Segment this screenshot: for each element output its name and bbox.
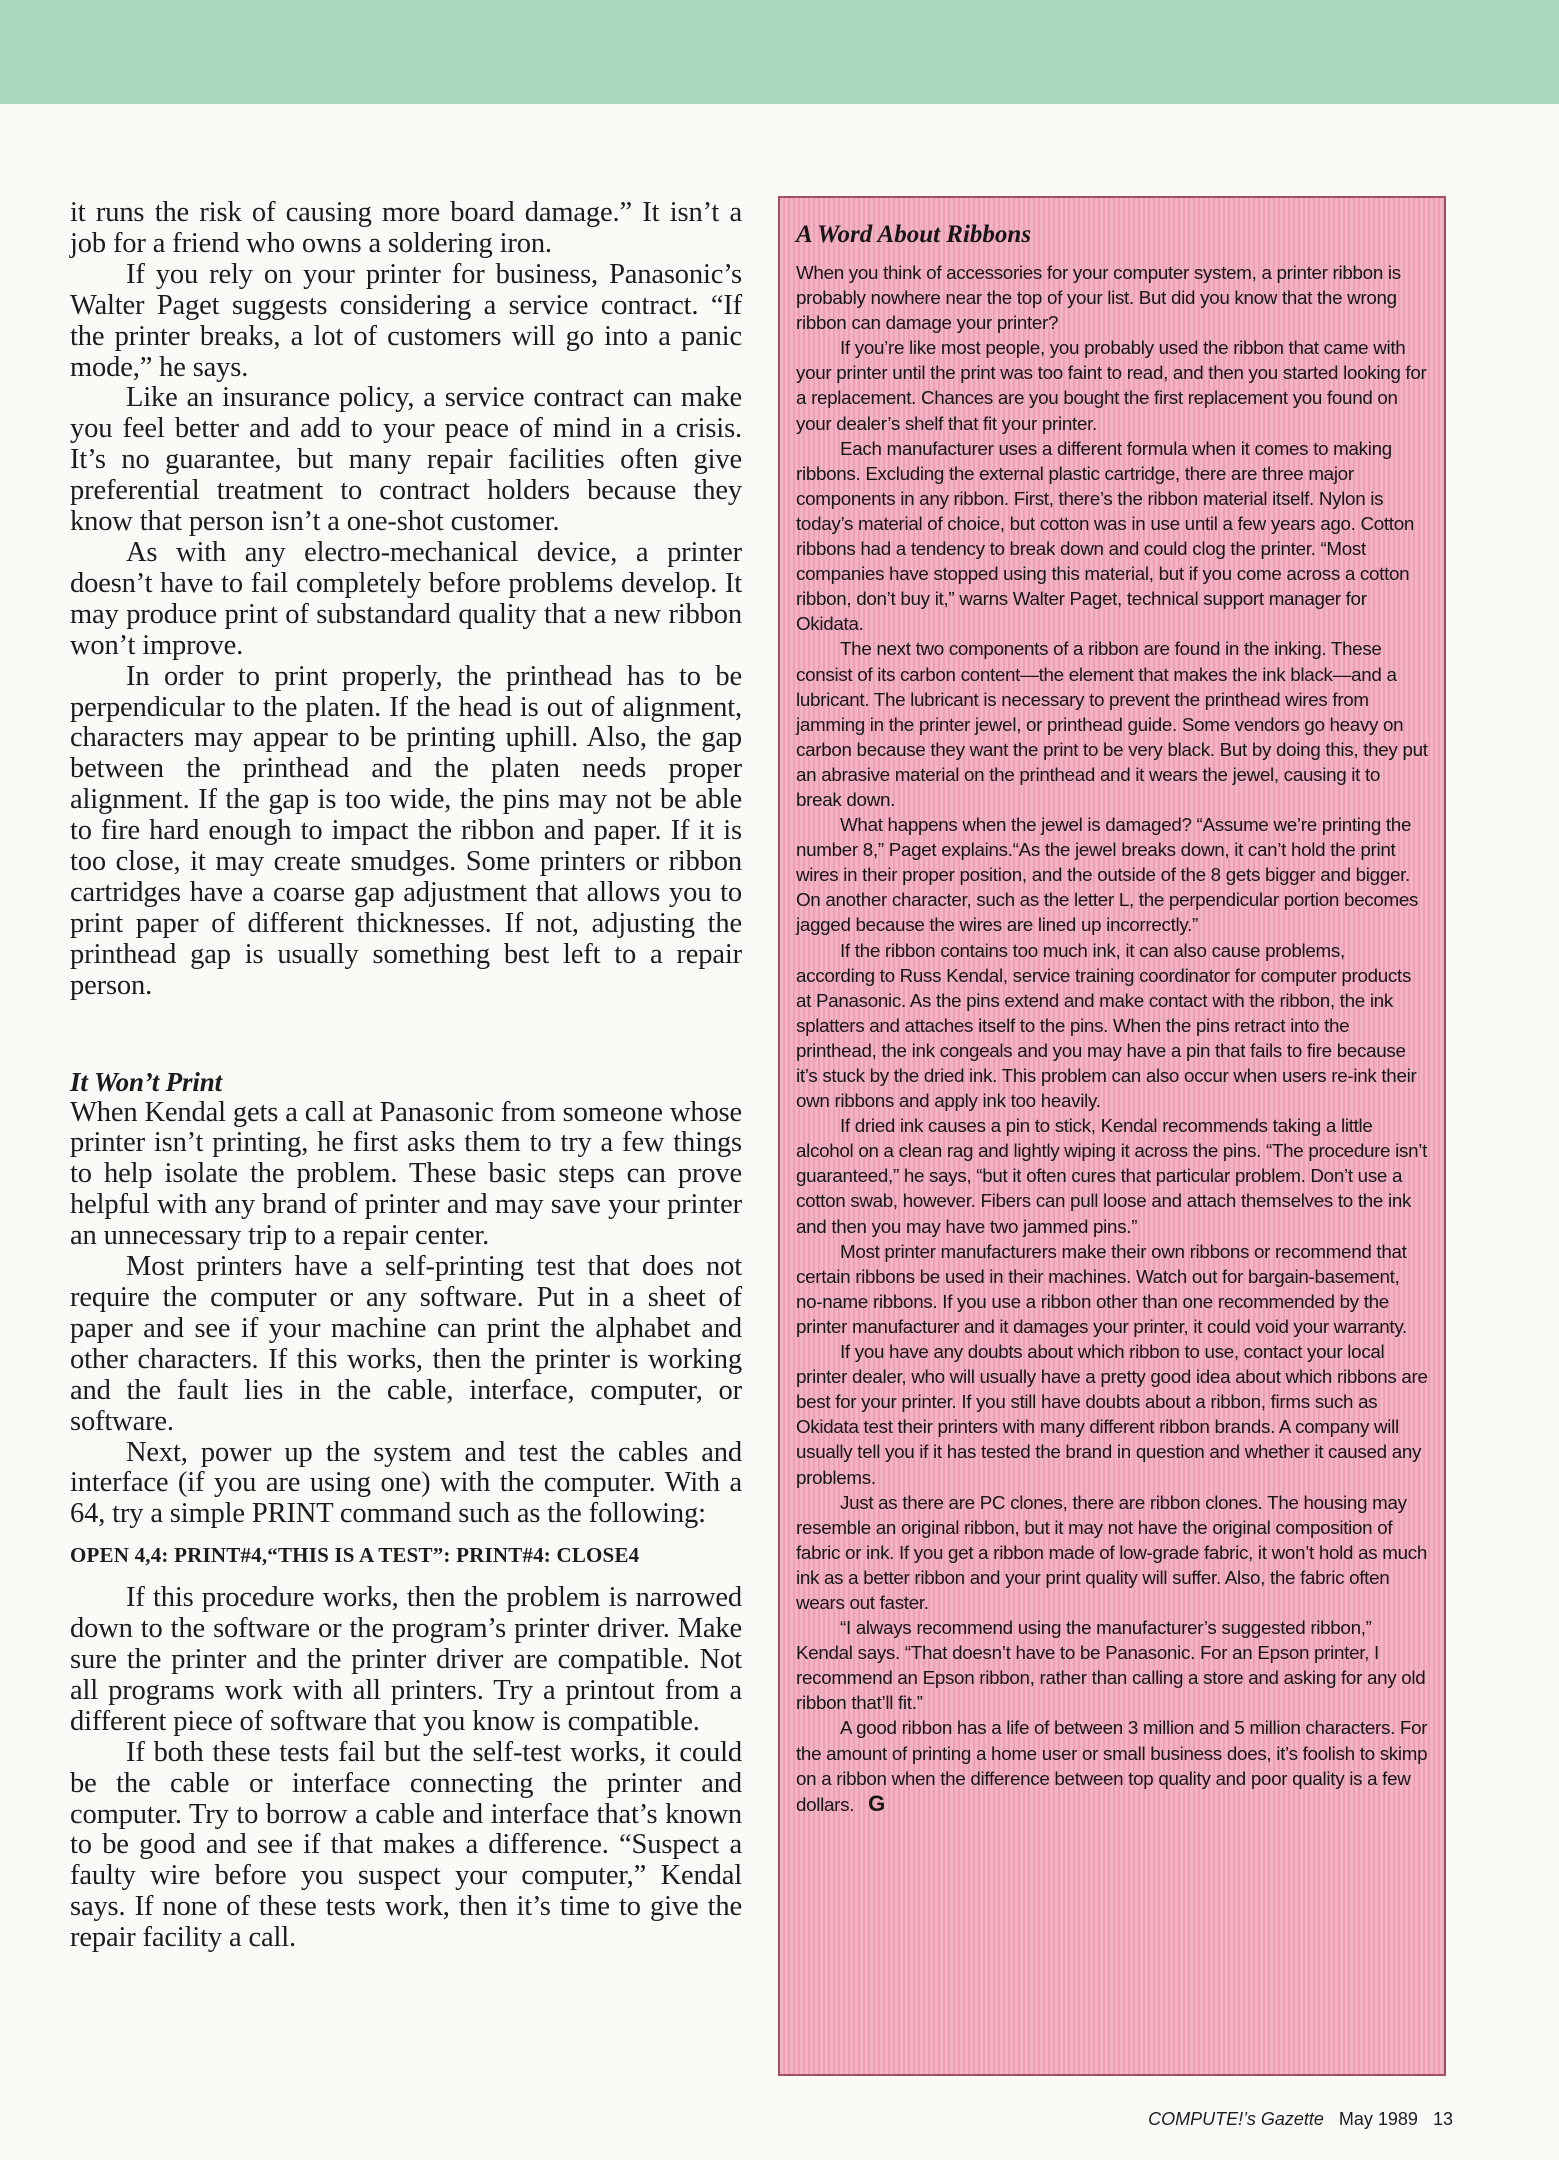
issue-date: May 1989 — [1338, 2109, 1418, 2129]
article-paragraph: Most printers have a self-printing test that does not require the computer or any software. Put in a sheet of paper and see if your machine can print the alphabet and other characters. If this works, then the printer is working and the fault lies in the cable, interface, computer, or software. — [70, 1251, 742, 1437]
section-heading: It Won’t Print — [70, 1066, 222, 1097]
article-paragraph: If you rely on your printer for business, Panasonic’s Walter Paget suggests considering a service contract. “If the printer breaks, a lot of customers will go into a panic mode,” he says. — [70, 258, 742, 383]
sidebar-paragraph: The next two components of a ribbon are found in the inking. These consist of its carbon content—the element that makes the ink black—and a lubricant. The lubricant is necessary to prevent the printhead wires from jamming in the printer jewel, or printhead guide. Some vendors go heavy on carbon because they want the print to be very black. But by doing this, they put an abrasive material on the printhead and it wears the jewel, causing it to break down. — [796, 638, 1428, 810]
ribbons-sidebar — [778, 196, 1446, 2076]
end-mark-icon: G — [868, 1790, 885, 1816]
sidebar-paragraph: “I always recommend using the manufacturer’s suggested ribbon,” Kendal says. “That doesn’t have to be Panasonic. For an Epson printer, I recommend an Epson ribbon, rather than calling a store and asking for any old ribbon that’ll fit.” — [796, 1617, 1426, 1714]
sidebar-paragraph: Each manufacturer uses a different formula when it comes to making ribbons. Excluding the external plastic cartridge, there are three major components in any ribbon. First, there’s the ribbon material itself. Nylon is today’s material of choice, but cotton was in use until a few years ago. Cotton ribbons had a tendency to break down and could clog the printer. “Most companies have stopped using this material, but if you come across a cotton ribbon, don’t buy it,” warns Walter Paget, technical support manager for Okidata. — [796, 437, 1414, 635]
sidebar-paragraph: When you think of accessories for your computer system, a printer ribbon is probably nowhere near the top of your list. But did you know that the wrong ribbon can damage your printer? — [796, 262, 1401, 334]
article-column — [70, 198, 742, 1954]
sidebar-paragraph: If dried ink causes a pin to stick, Kendal recommends taking a little alcohol on a clean rag and lightly wiping it across the pins. “The procedure isn’t guaranteed,” he says, “but it often cures that particular problem. Don’t use a cotton swab, however. Fibers can pull loose and attach themselves to the ink and then you may have two jammed pins.” — [796, 1115, 1428, 1237]
sidebar-paragraph: If you have any doubts about which ribbon to use, contact your local printer dealer, who will usually have a pretty good idea about which ribbons are best for your printer. If you still have doubts about a ribbon, firms such as Okidata test their printers with many different ribbon brands. A company will usually tell you if it has tested the brand in question and whether it caused any problems. — [796, 1341, 1428, 1488]
sidebar-last-paragraph — [796, 1715, 1428, 1816]
article-paragraph: it runs the risk of causing more board damage.” It isn’t a job for a friend who owns a soldering iron. — [70, 197, 742, 259]
page-number: 13 — [1432, 2109, 1453, 2129]
top-color-band — [0, 0, 1559, 104]
sidebar-paragraph: A good ribbon has a life of between 3 million and 5 million characters. For the amount of printing a home user or small business does, it’s foolish to skimp on a ribbon when the difference between top quality and poor quality is a few dollars. — [796, 1717, 1428, 1815]
sidebar-paragraph: If you’re like most people, you probably used the ribbon that came with your printer until the print was too faint to read, and then you started looking for a replacement. Chances are you bought the first replacement you found on your dealer’s shelf that fit your printer. — [796, 337, 1427, 434]
sidebar-body — [796, 260, 1428, 1817]
article-paragraph: Next, power up the system and test the cables and interface (if you are using one) with the computer. With a 64, try a simple PRINT command such as the following: — [70, 1436, 742, 1530]
article-paragraph: Like an insurance policy, a service contract can make you feel better and add to your peace of mind in a crisis. It’s no guarantee, but many repair facilities often give preferential treatment to contract holders because they know that person isn’t a one-shot customer. — [70, 382, 742, 538]
article-paragraph: As with any electro-mechanical device, a printer doesn’t have to fail completely before problems develop. It may produce print of substandard quality that a new ribbon won’t improve. — [70, 536, 742, 661]
article-paragraph: If this procedure works, then the problem is narrowed down to the software or the program’s printer driver. Make sure the printer and the printer driver are compatible. Not all programs work with all printers. Try a printout from a different piece of software that you know is compatible. — [70, 1582, 742, 1737]
sidebar-paragraph: What happens when the jewel is damaged? “Assume we’re printing the number 8,” Paget explains.“As the jewel breaks down, it can’t hold the print wires in their proper position, and the outside of the 8 gets bigger and bigger. On another character, such as the letter L, the perpendicular portion becomes jagged because the wires are lined up incorrectly.” — [796, 814, 1419, 936]
page-footer — [1000, 2109, 1453, 2130]
sidebar-paragraph: Most printer manufacturers make their own ribbons or recommend that certain ribbons be used in their machines. Watch out for bargain-basement, no-name ribbons. If you use a ribbon other than one recommended by the printer manufacturer and it damages your printer, it could void your warranty. — [796, 1240, 1407, 1337]
code-listing: OPEN 4,4: PRINT#4,“THIS IS A TEST”: PRINT#4: CLOSE4 — [70, 1543, 640, 1568]
sidebar-paragraph: Just as there are PC clones, there are ribbon clones. The housing may resemble an original ribbon, but it may not have the original composition of fabric or ink. If you get a ribbon made of low-grade fabric, it won’t hold as much ink as a better ribbon and your print quality will suffer. Also, the fabric often wears out faster. — [796, 1491, 1427, 1613]
article-paragraph: In order to print properly, the printhead has to be perpendicular to the platen. If the head is out of alignment, characters may appear to be printing uphill. Also, the gap between the printhead and the platen needs proper alignment. If the gap is too wide, the pins may not be able to fire hard enough to impact the ribbon and paper. If it is too close, it may create smudges. Some printers or ribbon cartridges have a coarse gap adjustment that allows you to print paper of different thicknesses. If not, adjusting the printhead gap is usually something best left to a repair person. — [70, 660, 742, 1001]
publication-name: COMPUTE!’s Gazette — [1148, 2109, 1324, 2129]
sidebar-paragraph: If the ribbon contains too much ink, it can also cause problems, according to Russ Kendal, service training coordinator for computer products at Panasonic. As the pins extend and make contact with the ribbon, the ink splatters and attaches itself to the pins. When the pins retract into the printhead, the ink congeals and you may have a pin that fails to fire because it’s stuck by the dried ink. This problem can also occur when users re-ink their own ribbons and apply ink too heavily. — [796, 939, 1417, 1112]
article-paragraph: If both these tests fail but the self-test works, it could be the cable or interface connecting the printer and computer. Try to borrow a cable and interface that’s known to be good and see if that makes a difference. “Suspect a faulty wire before you suspect your computer,” Kendal says. If none of these tests work, then it’s time to give the repair facility a call. — [70, 1736, 742, 1954]
sidebar-title: A Word About Ribbons — [796, 221, 1032, 248]
article-paragraph: When Kendal gets a call at Panasonic from someone whose printer isn’t printing, he first asks them to try a few things to help isolate the problem. These basic steps can prove helpful with any brand of printer and may save your printer an unnecessary trip to a repair center. — [70, 1096, 742, 1252]
